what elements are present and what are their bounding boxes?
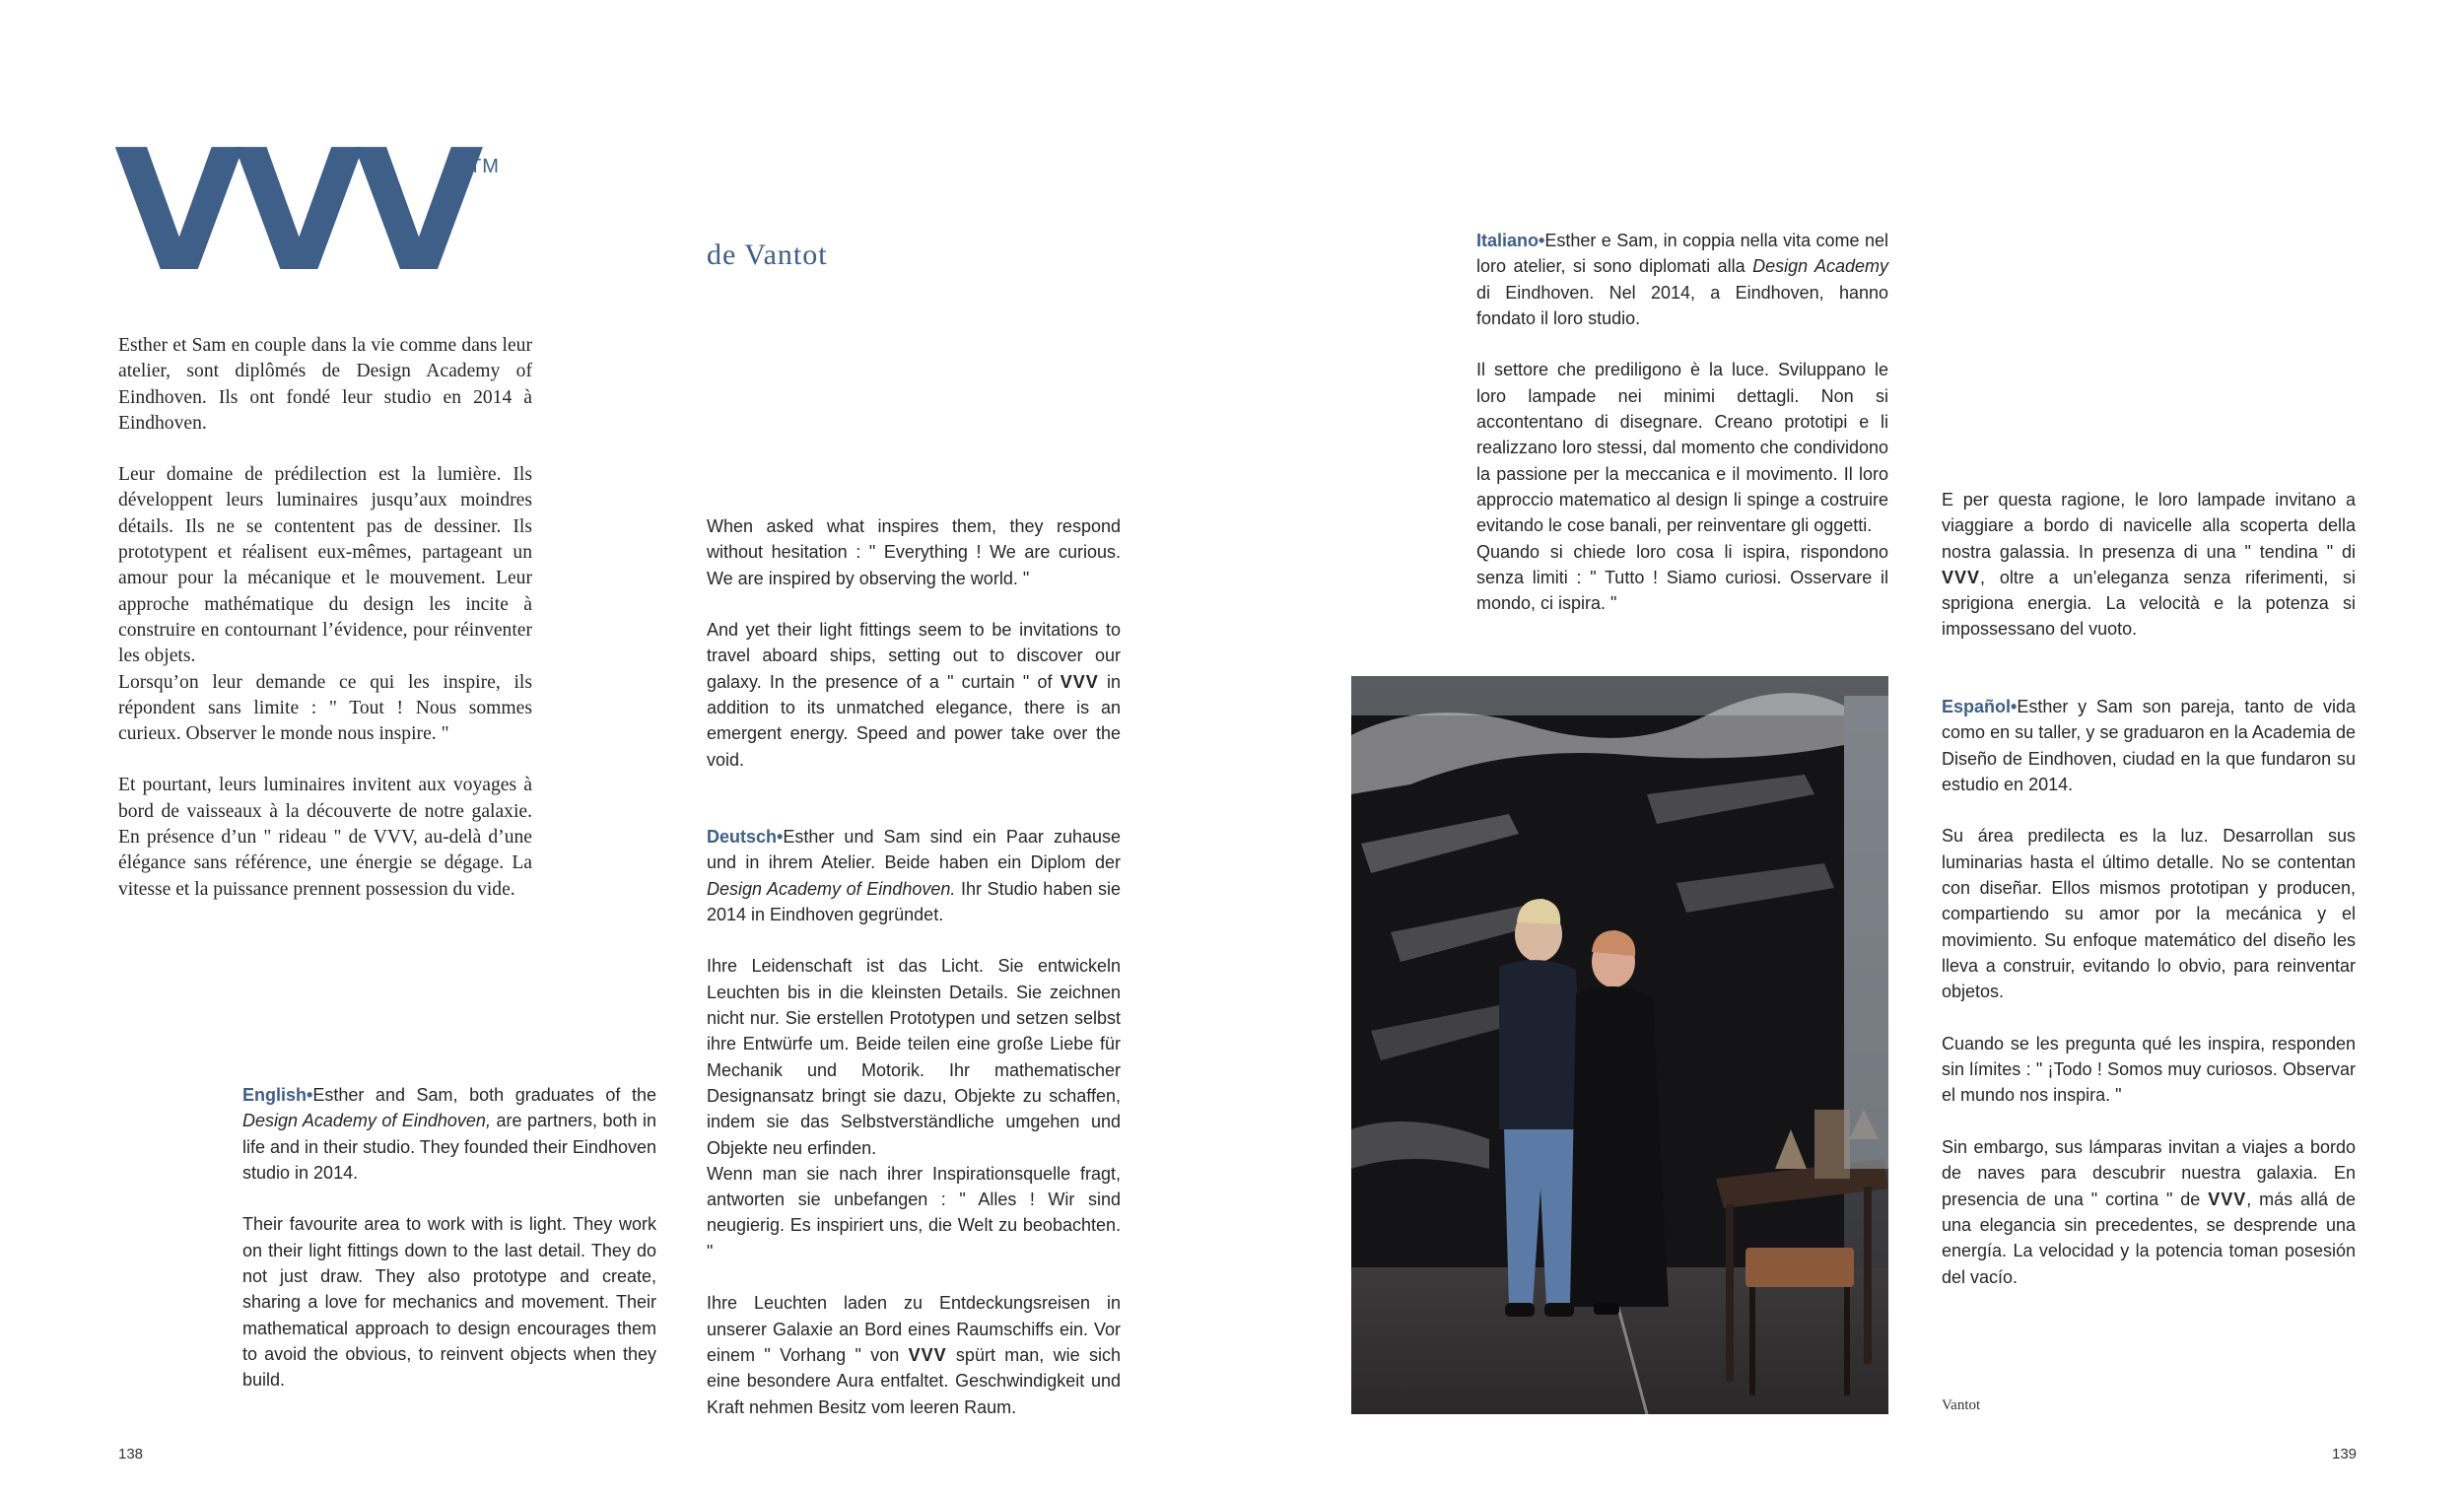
german-paragraph	[707, 824, 1121, 927]
language-label-italian: Italiano	[1476, 231, 1540, 250]
german-text-italic: Design Academy of Eindhoven.	[707, 878, 956, 899]
italian-text: , oltre a un’eleganza senza riferimenti, si sprigiona energia. La velocità e la potenza si impossessano del vuoto.	[1942, 567, 2356, 640]
spanish-paragraph	[1942, 1134, 2356, 1290]
german-paragraph	[707, 1290, 1121, 1419]
spanish-paragraph	[1942, 694, 2356, 797]
brand-name: VVV	[908, 1344, 947, 1365]
french-paragraph: Esther et Sam en couple dans la vie comme dans leur atelier, sont diplômés de Design Academy of Eindhoven. Ils ont fondé leur studio en 2014 à Eindhoven.	[118, 335, 532, 434]
english-text-block	[242, 1082, 656, 1419]
french-text-block	[118, 333, 532, 928]
english-paragraph: Their favourite area to work with is light. They work on their light fittings down to the last detail. They do not just draw. They also prototype and create, sharing a love for mechanics and movement. Their mathematical approach to design encourages them to avoid the obvious, to reinvent objects when they build.	[242, 1214, 656, 1391]
brand-name: VVV	[1942, 567, 1981, 587]
english-text: are partners, both in life and in their studio. They founded their Eindhoven studio in 2014.	[242, 1111, 656, 1183]
german-text-block	[707, 824, 1121, 1446]
english-text: And yet their light fittings seem to be invitations to travel aboard ships, setting out to discover our galaxy. In the presence of a " curtain " of	[707, 620, 1121, 692]
bullet-dot: •	[1539, 231, 1545, 250]
german-text: spürt man, wie sich eine besondere Aura entfaltet. Geschwindigkeit und Kraft nehmen Besitz vom leeren Raum.	[707, 1344, 1121, 1417]
italian-text: di Eindhoven. Nel 2014, a Eindhoven, hanno fondato il loro studio.	[1476, 282, 1888, 328]
subtitle: de Vantot	[707, 238, 828, 271]
language-label-german: Deutsch	[707, 827, 778, 847]
trademark-symbol: TM	[469, 156, 500, 177]
german-paragraph: Ihre Leidenschaft ist das Licht. Sie entwickeln Leuchten bis in die kleinsten Details. Sie zeichnen nicht nur. Sie erstellen Prototypen und setzen selbst ihre Entwürfe um. Beide teilen eine große Liebe für Mechanik und Motorik. Ihr mathematischer Designansatz bringt sie dazu, Objekte zu schaffen, indem sie das Selbstverständliche umgehen und Objekte neu erfinden.	[707, 956, 1121, 1158]
german-text: Esther und Sam sind ein Paar zuhause und in ihrem Atelier. Beide haben ein Diplom der	[707, 827, 1121, 873]
bullet-dot: •	[2011, 697, 2018, 716]
german-paragraph: Wenn man sie nach ihrer Inspirationsquelle fragt, antworten sie unbefangen : " Alles ! Wir sind neugierig. Es inspiriert uns, die Welt zu beobachten. "	[707, 1163, 1121, 1261]
italian-text-block-continued	[1942, 487, 2356, 668]
spanish-text-block	[1942, 694, 2356, 1316]
spanish-text: Esther y Sam son pareja, tanto de vida como en su taller, y se graduaron en la Academia de Diseño de Eindhoven, ciudad en la que fundaron su estudio en 2014.	[1942, 697, 2356, 794]
english-paragraph: When asked what inspires them, they respond without hesitation : " Everything ! We are curious. We are inspired by observing the world. "	[707, 516, 1121, 588]
brand-name: VVV	[1060, 671, 1099, 692]
page-number-left: 138	[118, 1446, 144, 1462]
designers-photo-illustration	[1351, 676, 1888, 1414]
english-paragraph	[707, 617, 1121, 773]
italian-paragraph	[1476, 228, 1888, 331]
brand-name: VVV	[2208, 1189, 2247, 1209]
italian-text: Esther e Sam, in coppia nella vita come nel loro atelier, si sono diplomati alla	[1476, 231, 1888, 277]
english-paragraph	[242, 1082, 656, 1186]
spanish-text: , más allá de una elegancia sin precedentes, se desprende una energía. La velocidad y la potencia toman posesión del vacío.	[1942, 1189, 2356, 1287]
language-label-spanish: Español	[1942, 697, 2012, 716]
italian-text: E per questa ragione, le loro lampade invitano a viaggiare a bordo di navicelle alla scoperta della nostra galassia. In presenza di una " tendina " di	[1942, 490, 2356, 562]
french-paragraph: Et pourtant, leurs luminaires invitent aux voyages à bord de vaisseaux à la découverte de notre galaxie. En présence d’un " rideau " de VVV, au-delà d’une élégance sans référence, une énergie se dégage. La vitesse et la puissance prennent possession du vide.	[118, 775, 532, 900]
italian-paragraph: Quando si chiede loro cosa li ispira, rispondono senza limiti : " Tutto ! Siamo curiosi. Osservare il mondo, ci ispira. "	[1476, 541, 1888, 614]
photo-credit: Vantot	[1942, 1397, 1981, 1413]
spanish-paragraph: Cuando se les pregunta qué les inspira, responden sin límites : " ¡Todo ! Somos muy curiosos. Observar el mundo nos inspira. "	[1942, 1033, 2356, 1106]
italian-text-block	[1476, 228, 1888, 643]
french-paragraph: Leur domaine de prédilection est la lumière. Ils développent leurs luminaires jusqu’aux moindres détails. Ils ne se contentent pas de dessiner. Ils prototypent et réalisent eux-mêmes, partageant un amour pour la mécanique et le mouvement. Leur approche mathématique du design les incite à construire en contournant l’évidence, pour réinventer les objets.	[118, 464, 532, 667]
english-text: in addition to its unmatched elegance, there is an emergent energy. Speed and power take over the void.	[707, 671, 1121, 770]
french-paragraph: Lorsqu’on leur demande ce qui les inspire, ils répondent sans limite : " Tout ! Nous sommes curieux. Observer le monde nous inspire. "	[118, 671, 532, 745]
designers-photo	[1351, 676, 1888, 1414]
english-text-block-continued	[707, 513, 1121, 798]
german-text: Ihr Studio haben sie 2014 in Eindhoven gegründet.	[707, 878, 1121, 924]
bullet-dot: •	[307, 1085, 313, 1105]
language-label-english: English	[242, 1085, 308, 1105]
english-text: Esther and Sam, both graduates of the	[312, 1085, 656, 1105]
bullet-dot: •	[777, 827, 784, 847]
page-number-right: 139	[2332, 1446, 2358, 1462]
german-text: Ihre Leuchten laden zu Entdeckungsreisen in unserer Galaxie an Bord eines Raumschiffs ein. Vor einem " Vorhang " von	[707, 1293, 1121, 1365]
spanish-paragraph: Su área predilecta es la luz. Desarrollan sus luminarias hasta el último detalle. No se contentan con diseñar. Ellos mismos prototipan y producen, compartiendo su amor por la mecánica y el movimiento. Su enfoque matemático del diseño les lleva a construir, evitando lo obvio, para reinventar objetos.	[1942, 826, 2356, 1002]
italian-paragraph	[1942, 487, 2356, 643]
english-text-italic: Design Academy of Eindhoven,	[242, 1111, 491, 1131]
italian-paragraph: Il settore che prediligono è la luce. Sviluppano le loro lampade nei minimi dettagli. Non si accontentano di disegnare. Creano prototipi e li realizzano loro stessi, dal momento che condividono la passione per la meccanica e il movimento. Il loro approccio matematico al design li spinge a costruire evitando le cose banali, per reinventare gli oggetti.	[1476, 360, 1888, 536]
spanish-text: Sin embargo, sus lámparas invitan a viajes a bordo de naves para descubrir nuestra galaxia. En presencia de una " cortina " de	[1942, 1137, 2356, 1209]
brand-logo: VVV	[114, 114, 474, 309]
italian-text-italic: Design Academy	[1752, 256, 1888, 277]
